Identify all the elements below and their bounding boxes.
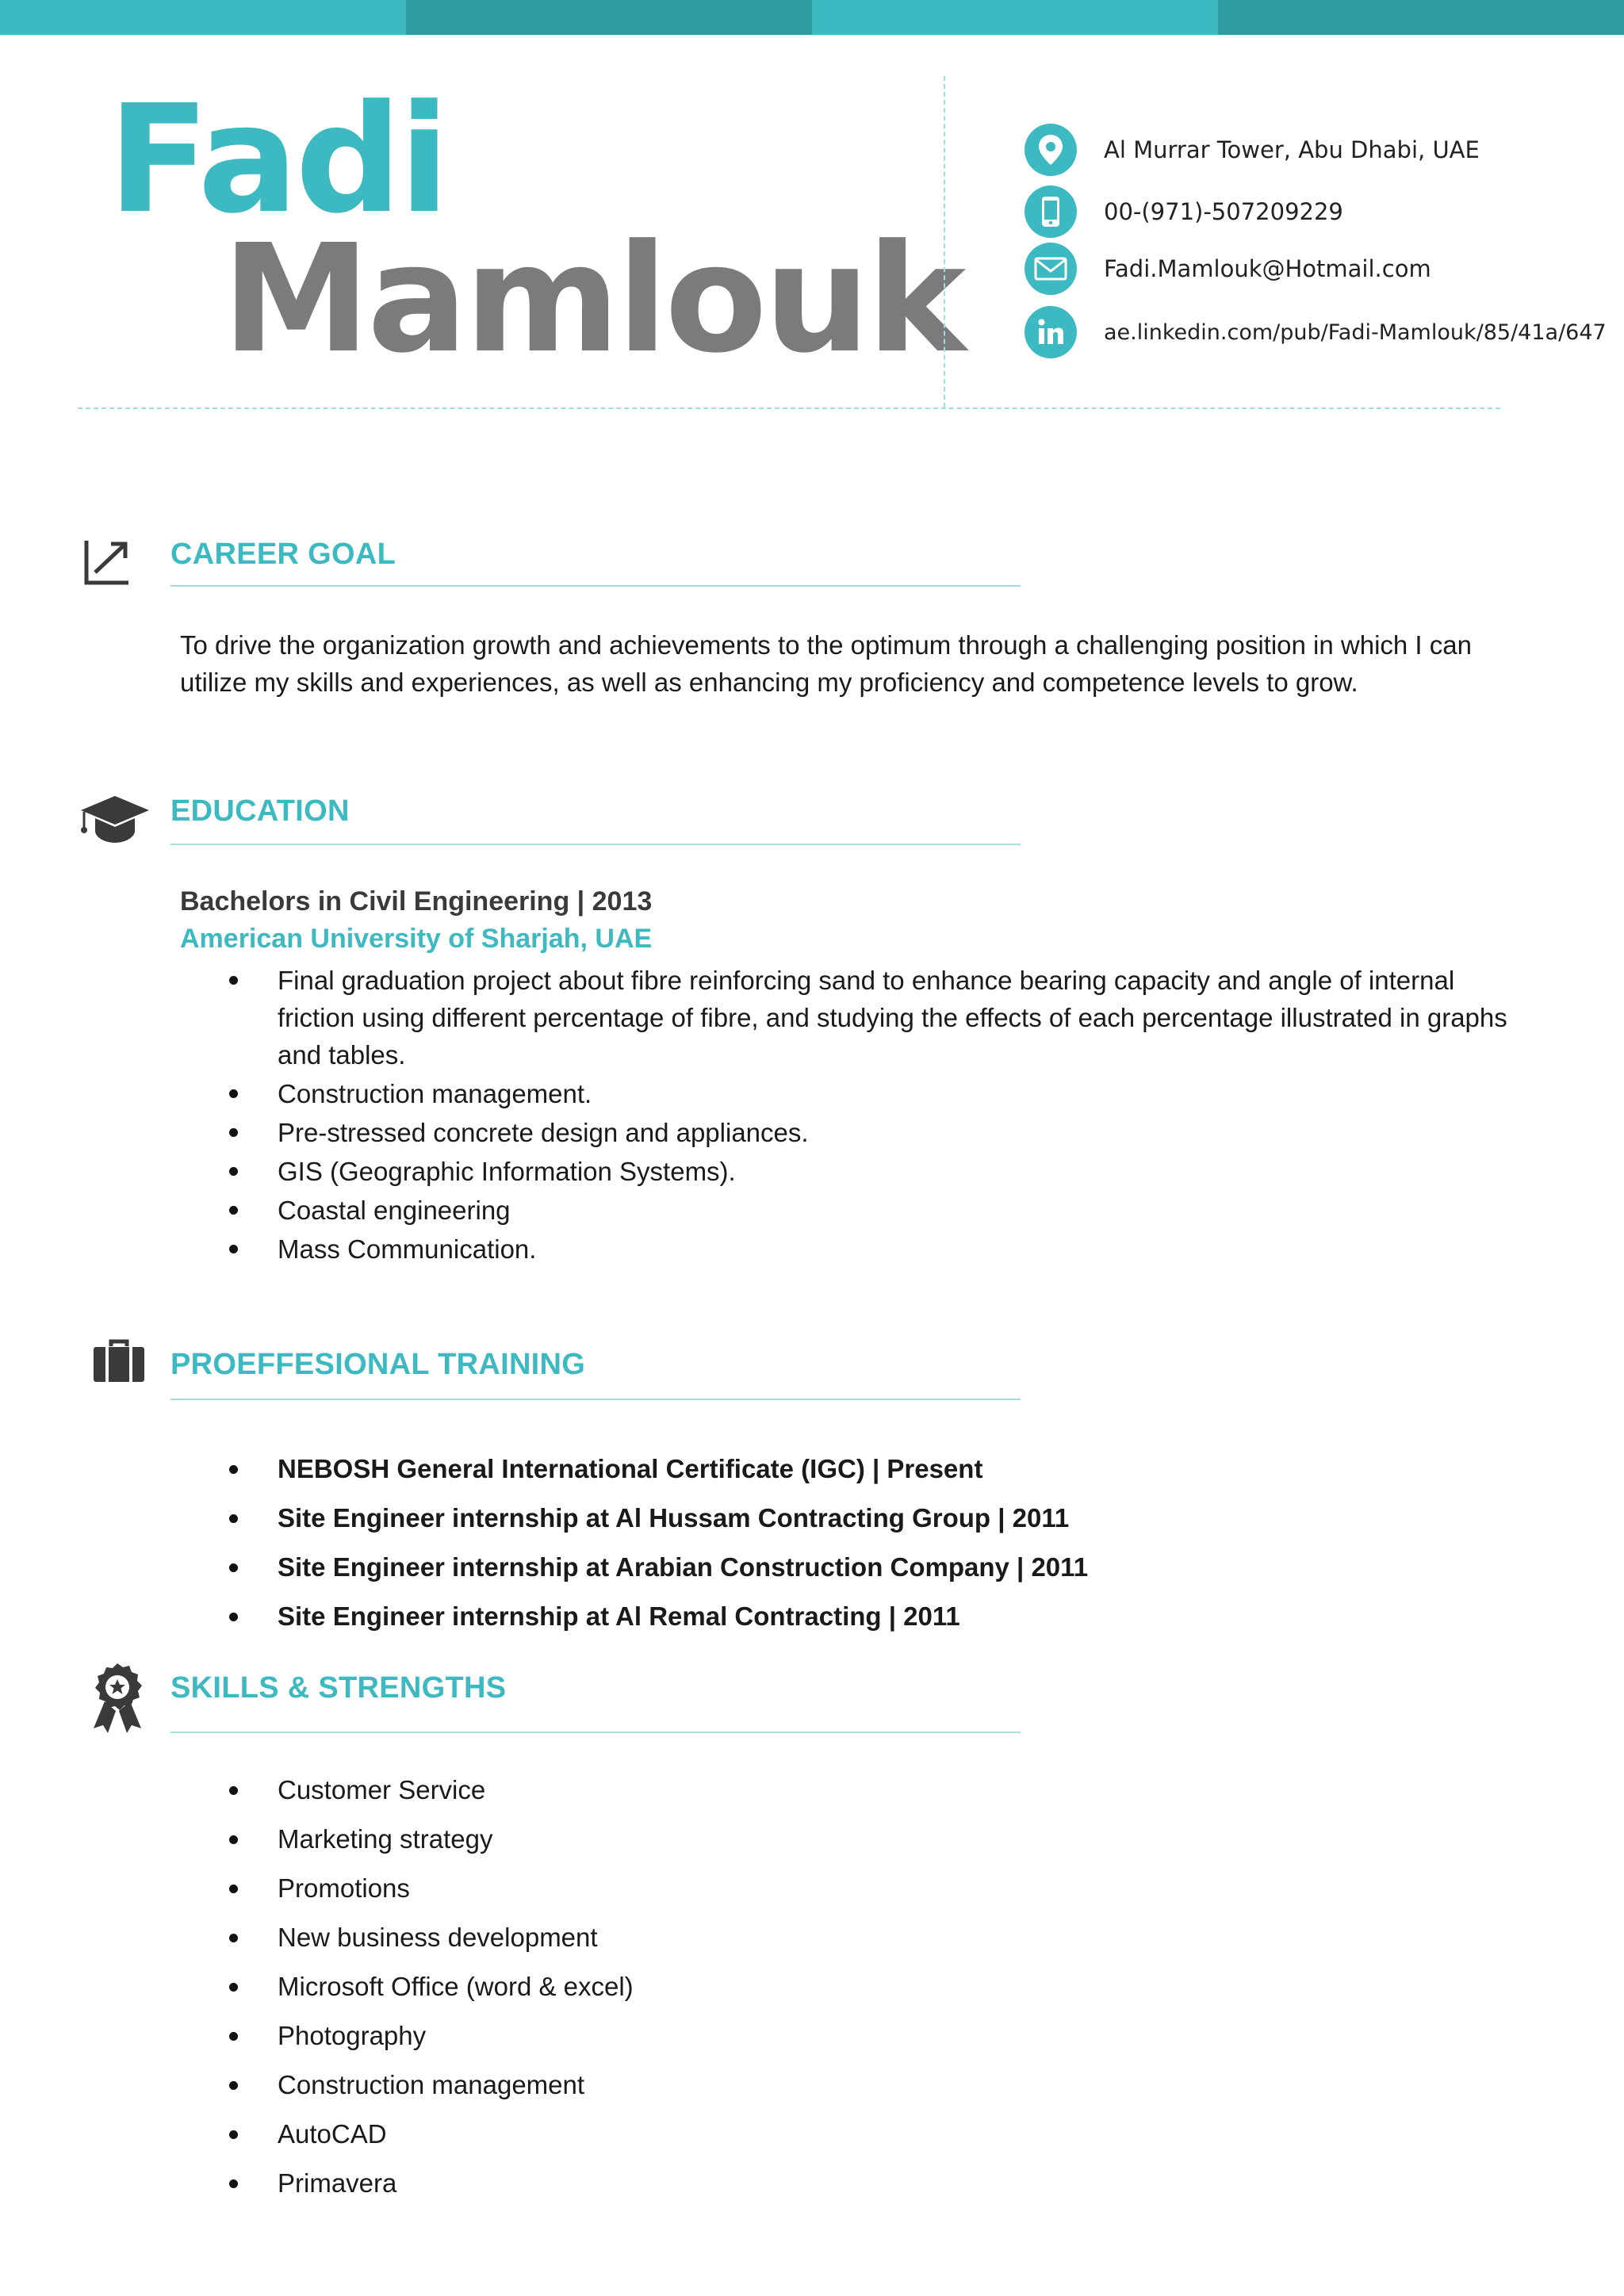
list-item: Pre-stressed concrete design and appliances. [180, 1114, 1528, 1151]
top-bar-segment [406, 0, 812, 35]
list-item: Coastal engineering [180, 1192, 1528, 1229]
contact-address [1025, 124, 1480, 176]
section-title-training: PROEFFESIONAL TRAINING [170, 1348, 586, 1381]
growth-chart-icon [82, 538, 130, 591]
top-color-bar [0, 0, 1624, 35]
briefcase-icon [92, 1338, 146, 1387]
list-item: Construction management. [180, 1075, 1528, 1112]
list-item: Marketing strategy [180, 1815, 1528, 1864]
location-pin-icon [1025, 124, 1077, 176]
top-bar-segment [1218, 0, 1624, 35]
list-item: Primavera [180, 2159, 1528, 2208]
envelope-icon [1025, 243, 1077, 295]
school-line: American University of Sharjah, UAE [180, 924, 653, 954]
first-name: Fadi [108, 73, 447, 247]
list-item: Construction management [180, 2061, 1528, 2110]
header-vertical-divider [944, 76, 945, 408]
last-name: Mamlouk [222, 212, 963, 386]
education-list [180, 962, 1528, 1269]
training-list [180, 1445, 1528, 1641]
section-rule [170, 1399, 1021, 1400]
contact-linkedin-text[interactable]: ae.linkedin.com/pub/Fadi-Mamlouk/85/41a/647 [1104, 320, 1607, 345]
list-item: Promotions [180, 1864, 1528, 1913]
linkedin-icon [1025, 306, 1077, 358]
contact-phone [1025, 186, 1343, 238]
list-item: New business development [180, 1913, 1528, 1962]
award-ribbon-icon [87, 1662, 147, 1739]
list-item: AutoCAD [180, 2110, 1528, 2159]
contact-email-text[interactable]: Fadi.Mamlouk@Hotmail.com [1104, 255, 1431, 282]
section-rule [170, 844, 1021, 845]
contact-linkedin [1025, 306, 1607, 358]
contact-address-text: Al Murrar Tower, Abu Dhabi, UAE [1104, 136, 1480, 163]
section-title-career-goal: CAREER GOAL [170, 538, 396, 571]
list-item: Mass Communication. [180, 1230, 1528, 1268]
top-bar-segment [812, 0, 1218, 35]
graduation-cap-icon [79, 793, 151, 849]
list-item: Photography [180, 2011, 1528, 2061]
list-item: Final graduation project about fibre reinforcing sand to enhance bearing capacity and angle of internal friction using different percentage of fibre, and studying the effects of each percentage illustrated in graphs and tables. [180, 962, 1528, 1073]
section-rule [170, 1732, 1021, 1733]
contact-email [1025, 243, 1431, 295]
list-item: Site Engineer internship at Arabian Construction Company | 2011 [180, 1543, 1528, 1592]
skills-list [180, 1766, 1528, 2208]
career-goal-text: To drive the organization growth and achievements to the optimum through a challenging position in which I can utilize my skills and experiences, as well as enhancing my proficiency and competence levels to grow. [180, 630, 1472, 697]
list-item: GIS (Geographic Information Systems). [180, 1153, 1528, 1190]
degree-line: Bachelors in Civil Engineering | 2013 [180, 886, 653, 916]
section-rule [170, 585, 1021, 587]
list-item: Site Engineer internship at Al Hussam Contracting Group | 2011 [180, 1494, 1528, 1543]
contact-phone-text[interactable]: 00-(971)-507209229 [1104, 198, 1343, 225]
list-item: Site Engineer internship at Al Remal Contracting | 2011 [180, 1592, 1528, 1641]
section-title-skills: SKILLS & STRENGTHS [170, 1671, 507, 1705]
list-item: NEBOSH General International Certificate (IGC) | Present [180, 1445, 1528, 1494]
list-item: Microsoft Office (word & excel) [180, 1962, 1528, 2011]
mobile-phone-icon [1025, 186, 1077, 238]
top-bar-segment [0, 0, 406, 35]
list-item: Customer Service [180, 1766, 1528, 1815]
header-horizontal-divider [78, 408, 1500, 409]
section-title-education: EDUCATION [170, 794, 350, 828]
